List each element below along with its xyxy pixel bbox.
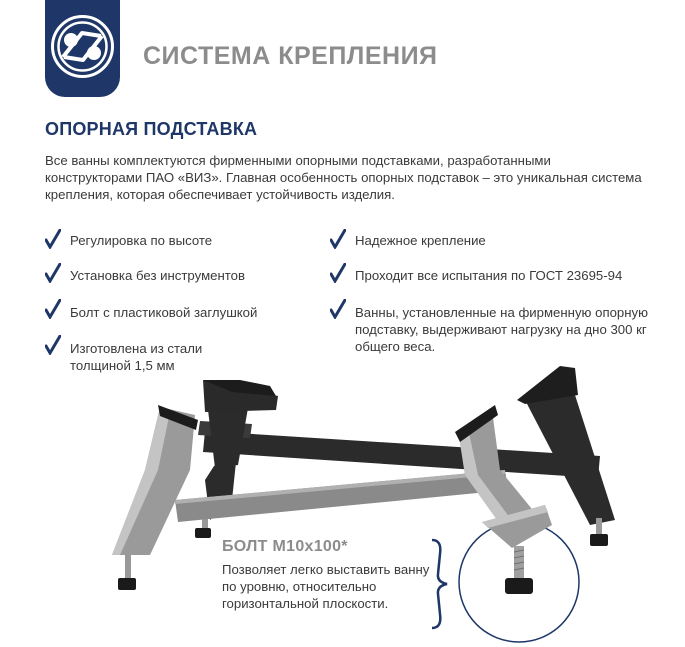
- feature-left-4: Изготовлена из стали толщиной 1,5 мм: [70, 341, 203, 373]
- back-beam: [203, 431, 600, 478]
- section-heading: ОПОРНАЯ ПОДСТАВКА: [45, 119, 258, 139]
- feature-right-1: Надежное крепление: [355, 233, 486, 248]
- page-title: СИСТЕМА КРЕПЛЕНИЯ: [143, 42, 438, 70]
- back-left-leg: [208, 408, 248, 468]
- checkmark-icon: [45, 263, 61, 283]
- feature-left-2: Установка без инструментов: [70, 268, 245, 283]
- feature-left-1: Регулировка по высоте: [70, 233, 213, 248]
- bolt-title: БОЛТ М10х100*: [222, 538, 348, 555]
- feature-left-3: Болт с пластиковой заглушкой: [70, 305, 258, 320]
- checkmark-icon: [45, 229, 61, 249]
- intro-paragraph: Все ванны комплектуются фирменными опорными подставками, разработанными конструкторами ПАО «ВИЗ». Главная особенность опорных подставок – это уникальная система крепления, которая обеспечивает устойчивость изделия.: [45, 153, 642, 202]
- checkmark-icon: [330, 299, 346, 319]
- checkmark-icon: [330, 263, 346, 283]
- feature-right-3: Ванны, установленные на фирменную опорную подставку, выдерживают нагрузку на дно 300 кг общего веса.: [355, 305, 649, 354]
- checkmark-icon: [330, 229, 346, 249]
- feature-right-2: Проходит все испытания по ГОСТ 23695-94: [355, 268, 623, 283]
- checkmark-icon: [45, 335, 61, 355]
- bolt-description: Позволяет легко выставить ванну по уровню, относительно горизонтальной плоскости.: [222, 562, 430, 611]
- checkmark-icon: [45, 299, 61, 319]
